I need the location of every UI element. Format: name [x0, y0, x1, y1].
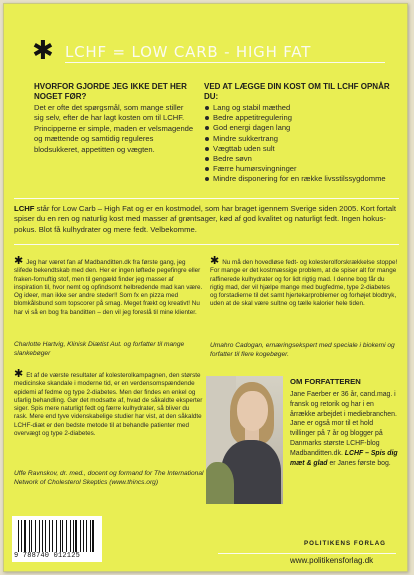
quote-author: Charlotte Hartvig, Klinisk Diætist Aut. og forfatter til mange slankebøger	[14, 341, 185, 357]
publisher-name: POLITIKENS FORLAG	[304, 540, 386, 547]
quote-hartvig	[14, 254, 204, 317]
intro-left-heading: HVORFOR GJORDE JEG IKKE DET HER NOGET FØR?	[34, 82, 187, 101]
list-item: Bedre appetitregulering	[205, 113, 391, 123]
book-subtitle: LCHF – Spis dig mæt & glad	[290, 449, 398, 467]
book-back-cover	[3, 3, 408, 572]
intro-right-heading: VED AT LÆGGE DIN KOST OM TIL LCHF OPNÅR DU:	[204, 82, 390, 101]
list-item: Vægttab uden sult	[205, 144, 391, 154]
publisher-website: www.politikensforlag.dk	[290, 556, 374, 565]
intro-left-text: Det er ofte det spørgsmål, som mange stiller sig selv, efter de har lagt kosten om til LCHF. Principperne er simple, maden er velsmagende og mættende og samtidig reguleres blodsukkeret, appetitten og vægten.	[34, 103, 194, 154]
author-text: Jane Faerber er 36 år, cand.mag. i fransk og retorik og har i en årrække arbejdet i mediebranchen. Jane er også mor til et hold tvillinger på 7 år og blogger på Danmarks største LCHF-blog Madbanditten.dk.	[290, 391, 397, 457]
title-underline	[65, 62, 385, 63]
list-item: Mindre disponering for en række livsstilssygdomme	[205, 174, 391, 184]
divider	[218, 553, 396, 554]
list-item: God energi dagen lang	[205, 123, 391, 133]
asterisk-icon: ✱	[14, 367, 24, 380]
author-heading: OM FORFATTEREN	[290, 377, 361, 386]
lchf-description	[14, 204, 400, 235]
quote-text: Jeg har været fan af Madbanditten.dk fra første gang, jeg slifede bekendtskab med den. Her er ingen løftede pegefingre eller fraken-fornuftig stof, men til gengæld finder jeg masser af inspiration til, hvor nemt og opfindsomt helbredende mad kan være. Og ideer, man ikke ser andre steder!! Som fx en pizza med blomkålsbund som topscorer på smag. Meget frækt og kreativt! Nu har vi så en bog fra banditten – den vil jeg foreslå til mine klienter.	[14, 259, 203, 316]
divider	[14, 244, 399, 245]
barcode-number: 9 788740 012125	[14, 552, 81, 560]
asterisk-icon: ✱	[14, 254, 24, 267]
asterisk-icon: ✱	[32, 36, 54, 66]
list-item: Bedre søvn	[205, 154, 391, 164]
lchf-lead: LCHF	[14, 204, 35, 213]
list-item: Færre humørsvingninger	[205, 164, 391, 174]
barcode	[12, 516, 102, 562]
divider	[14, 198, 399, 199]
list-item: Lang og stabil mæthed	[205, 103, 391, 113]
author-photo	[206, 376, 283, 504]
asterisk-icon: ✱	[210, 254, 220, 267]
book-title: LCHF = LOW CARB - HIGH FAT	[65, 43, 312, 61]
benefits-list	[205, 103, 391, 185]
quote-author: Umahro Cadogan, ernæringsekspert med speciale i biokemi og forfatter til flere kogebøger.	[210, 342, 395, 358]
lchf-text: står for Low Carb – High Fat og er en kostmodel, som har braget igennem Sverige siden 2005. Kort fortalt spiser du en ren og naturlig kost med masser af grøntsager, kød af god kvalitet og naturligt fedt. Ingen hokus-pokus. Blot få kulhydrater og mere fedt. Velbekomme.	[14, 204, 396, 234]
quote-text: Nu må den hovedløse fedt- og kolesterolforskrækkelse stoppe! For mange er det kostmæssige problem, at de spiser alt for mange raffinerede kulhydrater og for lidt rigtig mad. I denne bog får du rigtig mad, der vil hjælpe mange med bugfedme, type 2-diabetes og forstadierne til det samt hjertekarproblemer og forhøjet blodtryk, uden at de skal være sultne og tælle kalorier hele tiden.	[210, 259, 398, 308]
author-suffix: er Janes første bog.	[327, 459, 391, 467]
quote-author: Uffe Ravnskov, dr. med., docent og formand for The International Network of Cholesterol Skeptics (www.thincs.org)	[14, 470, 204, 486]
list-item: Mindre sukkertrang	[205, 134, 391, 144]
quote-text: Et af de værste resultater af kolesterolkampagnen, den største medicinske skandale i moderne tid, er en verdensomspændende epidemi af fedme og type 2-diabetes. Men der findes en enkel og ufarlig behandling. Gør det modsatte af, hvad de såkaldte eksperter siger. Spis mere naturligt fedt og færre kulhydrater, så bliver du rask. Mere end tyve videnskabelige studier har vist, at den såkaldte LCHF-diæt er den bedste metode til at behandle patienter med overvægt og type 2-diabetes.	[14, 372, 203, 438]
barcode-bars	[18, 520, 96, 552]
quote-ravnskov	[14, 367, 204, 438]
title-band	[32, 38, 392, 66]
quote-cadogan	[210, 254, 398, 309]
author-bio	[290, 390, 398, 468]
